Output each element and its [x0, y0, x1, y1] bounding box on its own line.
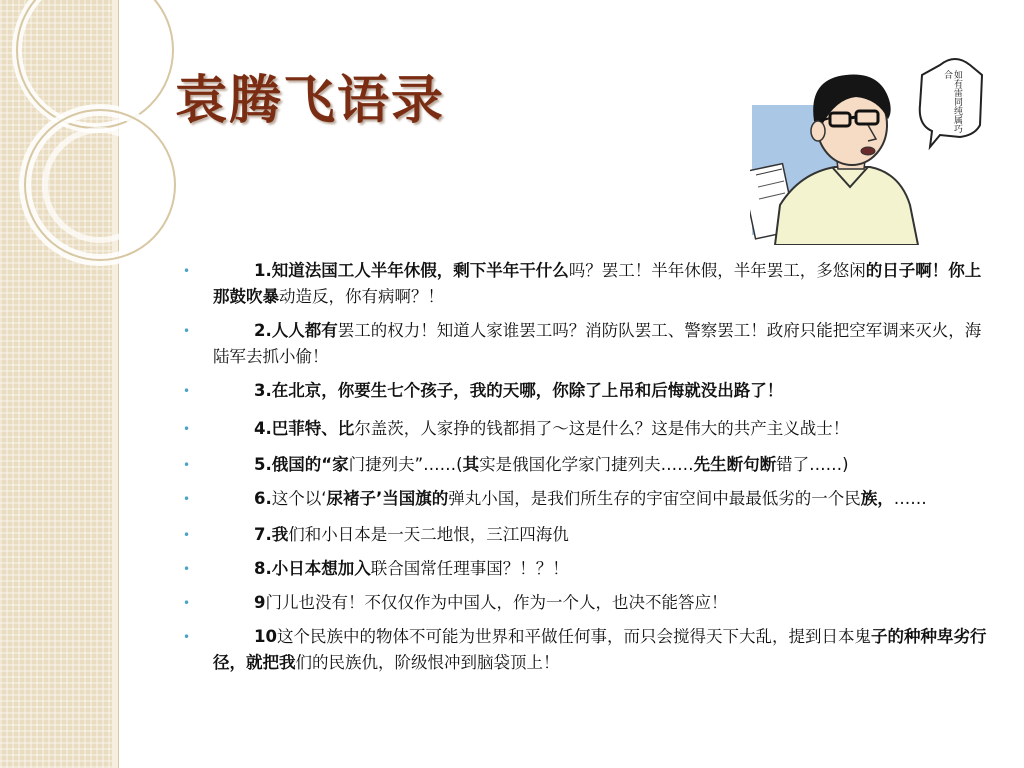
- quote-text-bold: 1.知道法国工人半年休假，剩下半年干什么: [254, 261, 569, 280]
- quote-item: [183, 258, 993, 310]
- quote-text-regular: 弹丸小国，是我们所生存的宇宙空间中最最低劣的一个民: [448, 489, 861, 508]
- bullet-icon: •: [183, 492, 191, 506]
- quote-text-bold: 的日子啊！你上那鼓吹暴: [213, 261, 982, 306]
- quote-text: [213, 378, 993, 404]
- quote-text-bold: 8.小日本想加入: [254, 559, 371, 578]
- speech-bubble-text: 如有雷同纯属巧合: [942, 70, 962, 133]
- quote-text-regular: 实是俄国化学家门捷列夫……: [479, 455, 694, 474]
- bullet-icon: •: [183, 596, 191, 610]
- quote-text-bold: 族，: [860, 489, 894, 508]
- quote-text-bold: 尿褚子’当国旗的: [326, 489, 449, 508]
- quote-text-regular: 联合国常任理事国？！？！: [370, 559, 569, 578]
- quote-text: [213, 590, 993, 616]
- quote-text: [213, 486, 993, 512]
- quote-item: [183, 522, 993, 548]
- bullet-icon: •: [183, 630, 191, 644]
- bullet-icon: •: [183, 324, 191, 338]
- quote-text-bold: 子的种种卑劣行径，就把我: [213, 627, 987, 672]
- quote-text-regular: 错了……): [776, 455, 849, 474]
- quote-text-bold: 4.巴菲特、比: [254, 419, 355, 438]
- quote-text-regular: 罢工的权力！知道人家谁罢工吗？消防队罢工、警察罢工！政府只能把空军调来灭火，海陆军去抓小偷！: [213, 321, 982, 366]
- decorative-circles: [0, 0, 200, 300]
- quote-text-regular: 动造反，你有病啊？！: [279, 287, 444, 306]
- bullet-icon: •: [183, 562, 191, 576]
- quote-text-bold: 先生断句断: [693, 455, 777, 474]
- quote-text: [213, 258, 993, 310]
- bullet-icon: •: [183, 384, 191, 398]
- quote-text-bold: 5.俄国的“家: [254, 455, 349, 474]
- bullet-icon: •: [183, 458, 191, 472]
- bullet-icon: •: [183, 422, 191, 436]
- quote-text-regular: 门儿也没有！不仅仅作为中国人，作为一个人，也决不能答应！: [265, 593, 728, 612]
- quote-text: [213, 556, 993, 582]
- quote-text-bold: 3.在北京，你要生七个孩子，我的天哪，你除了上吊和后悔就没出路了！: [254, 381, 784, 400]
- quote-text-bold: 7.我: [254, 525, 289, 544]
- quote-text: [213, 416, 993, 442]
- quote-text-regular: 吗？罢工！半年休假，半年罢工，多悠闲: [568, 261, 866, 280]
- quote-text-regular: 们和小日本是一天二地恨，三江四海仇: [288, 525, 569, 544]
- bullet-icon: •: [183, 528, 191, 542]
- caricature-icon: [750, 55, 1000, 245]
- quote-text-bold: 2.人人都有: [254, 321, 338, 340]
- quote-text-bold: 9: [254, 593, 266, 612]
- quote-item: [183, 486, 993, 512]
- bullet-icon: •: [183, 264, 191, 278]
- quote-text: [213, 318, 993, 370]
- quote-text-regular: ……: [893, 489, 927, 508]
- quote-text-bold: 10: [254, 627, 277, 646]
- quote-text-regular: 这个民族中的物体不可能为世界和平做任何事，而只会搅得天下大乱，提到日本鬼: [276, 627, 871, 646]
- quote-item: [183, 624, 993, 676]
- quote-text-regular: 尔盖茨，人家挣的钱都捐了～这是什么？这是伟大的共产主义战士！: [354, 419, 850, 438]
- quote-text-bold: 6.: [254, 489, 272, 508]
- quote-item: [183, 416, 993, 442]
- quote-item: [183, 590, 993, 616]
- quote-text: [213, 624, 993, 676]
- quote-list: [183, 258, 993, 684]
- quote-text-regular: 门捷列夫”……(: [348, 455, 463, 474]
- quote-item: [183, 556, 993, 582]
- quote-item: [183, 378, 993, 404]
- quote-text: [213, 452, 993, 478]
- quote-text: [213, 522, 993, 548]
- quote-item: [183, 452, 993, 478]
- quote-text-regular: 们的民族仇，阶级恨冲到脑袋顶上！: [295, 653, 560, 672]
- slide-title: 袁腾飞语录: [175, 71, 446, 131]
- quote-text-regular: 这个以‘: [271, 489, 327, 508]
- quote-item: [183, 318, 993, 370]
- quote-text-bold: 其: [462, 455, 480, 474]
